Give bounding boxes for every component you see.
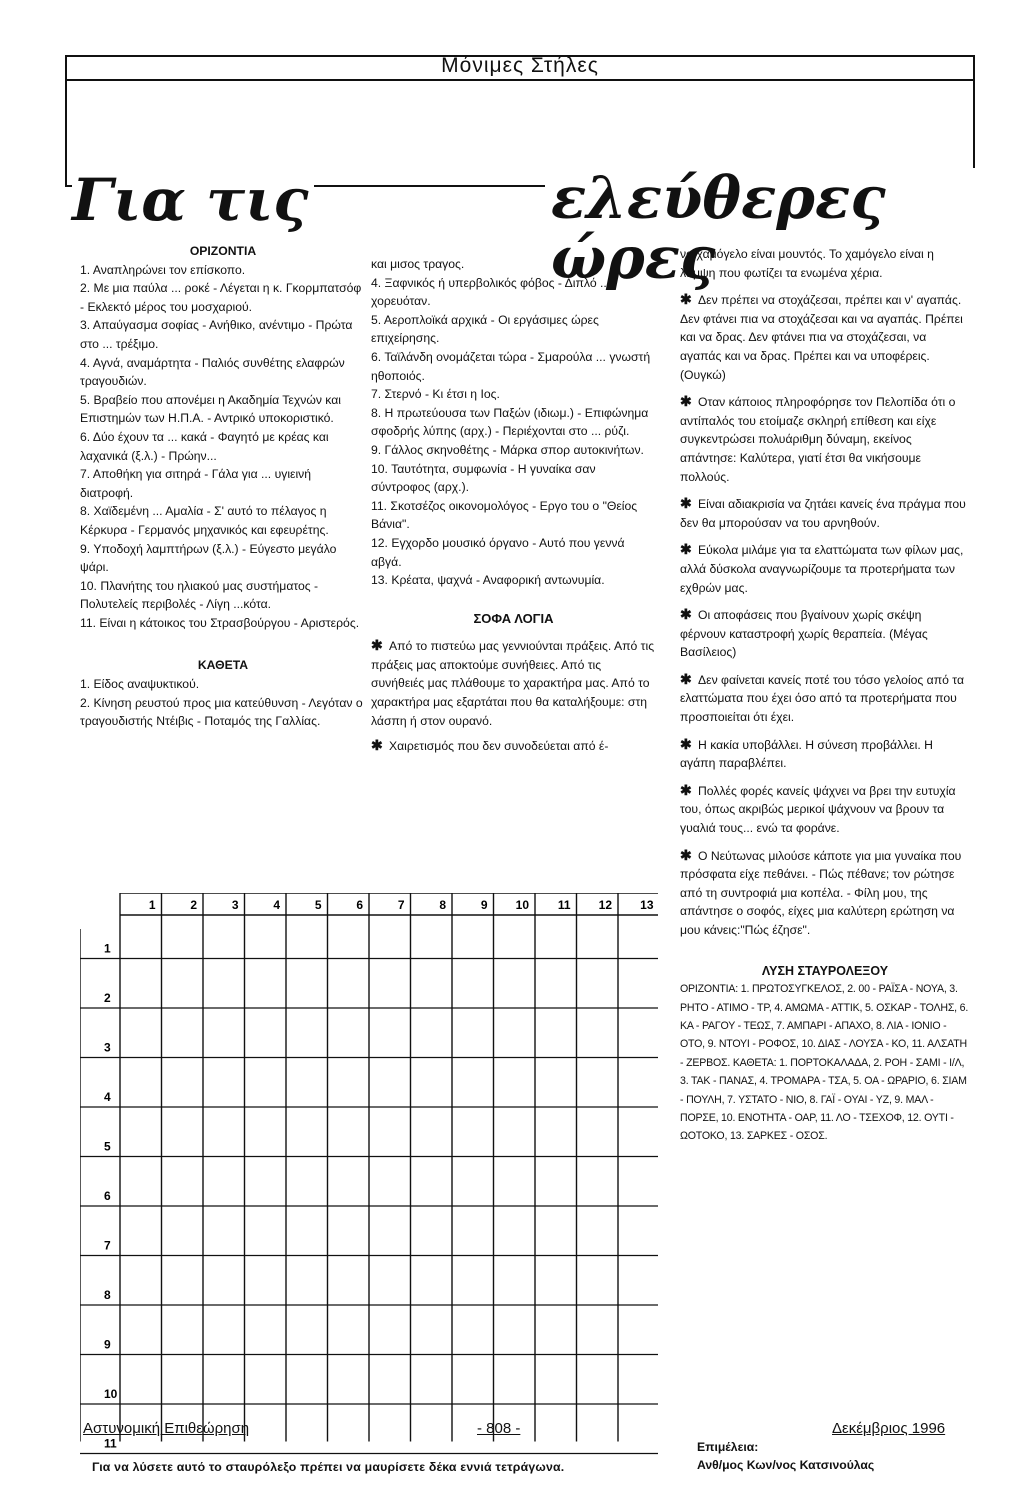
clue-down: 5. Αεροπλοϊκά αρχικά - Οι εργάσιμες ώρες επιχείρησης.: [371, 312, 599, 346]
asterisk-icon: ✱: [680, 670, 692, 687]
grid-column-number: 6: [356, 898, 363, 912]
grid-column-number: 5: [314, 898, 322, 912]
clue-down: 2. Κίνηση ρευστού προς μια κατεύθυνση - Λεγόταν ο τραγουδιστής Ντέιβις - Ποταμός της Γαλλίας.: [80, 695, 363, 729]
grid-column-number: 11: [557, 898, 571, 912]
grid-row-number: 7: [104, 1238, 111, 1253]
clue-across: 10. Πλανήτης του ηλιακού μας συστήματος - Πολυτελείς περιβολές - Λίγη ...κότα.: [80, 578, 319, 612]
grid-column-number: 9: [480, 898, 488, 912]
footer-magazine: Αστυνομική Επιθεώρηση: [83, 1420, 250, 1437]
grid-column-number: 12: [598, 898, 612, 912]
sayings-heading: ΣΟΦΑ ΛΟΓΙΑ: [473, 610, 554, 626]
clue-across: 11. Είναι η κάτοικος του Στρασβούργου - Αριστερός.: [80, 615, 360, 630]
clue-down: 1. Είδος αναψυκτικού.: [80, 677, 200, 692]
grid-row-number: 8: [104, 1288, 111, 1302]
crossword-hint: Για να λύσετε αυτό το σταυρόλεξο πρέπει να μαυρίσετε δέκα εννιά τετράγωνα.: [92, 1460, 565, 1474]
saying: ✱ Ο Νεύτωνας μιλούσε κάποτε για μια γυναίκα που πρόσφατα είχε πεθάνει. - Πώς πέθανε; τον ρώτησε από τη συντροφιά μια κοπέλα. - Φίλη μου, της απάντησε ο σοφός, είχες μια καλύτερη ερώτηση να μου κάνεις:"Πώς έζησε".: [680, 846, 962, 937]
clue-across: 8. Χαϊδεμένη ... Αμαλία - Σ' αυτό το πέλαγος η Κέρκυρα - Γερμανός μηχανικός και εφευρέτης.: [80, 504, 329, 537]
grid-column-number: 8: [439, 898, 446, 912]
title-left: Για τις: [72, 170, 314, 230]
clue-down: 8. Η πρωτεύουσα των Παξών (ιδιωμ.) - Επιφώνημα σφοδρής λύπης (αρχ.) - Περιέχονται στο ... ρύζι.: [371, 405, 649, 439]
grid-row-number: 10: [104, 1387, 118, 1401]
sayings-list: [680, 290, 970, 939]
clues-column-1: [80, 242, 366, 731]
saying: ✱ Εύκολα μιλάμε για τα ελαττώματα των φίλων μας, αλλά δύσκολα αναγνωρίζουμε τα προτερήματα των εχθρών μας.: [680, 541, 964, 595]
asterisk-icon: ✱: [680, 495, 692, 512]
clue-down: 11. Σκοτσέζος οικονομολόγος - Εργο του ο "Θείος Βάνια".: [371, 498, 638, 532]
clue-down: και μισος τραγος.: [371, 257, 465, 271]
grid-row-number: 11: [104, 1436, 117, 1451]
saying: ✱ Οταν κάποιος πληροφόρησε τον Πελοπίδα ότι ο αντίπαλός του ετοίμαζε σκληρή επίθεση και είχε συγκεντρώσει πολυάριθμη δύναμη, εκείνος απάντησε: Καλύτερα, γιατί έτσι θα νικήσουμε πολλούς.: [680, 393, 956, 484]
grid-column-number: 7: [397, 898, 405, 912]
clue-across: 3. Απαύγασμα σοφίας - Ανήθικο, ανέντιμο - Πρώτα στο ... τρέξιμο.: [80, 318, 353, 351]
grid-column-number: 1: [148, 898, 156, 912]
clue-across: 5. Βραβείο που απονέμει η Ακαδημία Τεχνών και Επιστημών των Η.Π.Α. - Αντρικό υποκοριστικό.: [80, 392, 342, 426]
asterisk-icon: ✱: [680, 846, 692, 863]
clue-down: 13. Κρέατα, ψαχνά - Αναφορική αντωνυμία.: [371, 573, 605, 588]
clue-down: 6. Ταϊλάνδη ονομάζεται τώρα - Σμαρούλα ... γνωστή ηθοποιός.: [371, 349, 651, 383]
saying: ✱ Πολλές φορές κανείς ψάχνει να βρει την ευτυχία του, όπως ακριβώς μερικοί ψάχνουν να βρουν τα γυαλιά τους... ενώ τα φοράνε.: [680, 781, 956, 836]
asterisk-icon: ✱: [371, 637, 383, 654]
clue-down: 12. Εγχορδο μουσικό όργανο - Αυτό που γεννά αβγά.: [371, 535, 625, 569]
clue-across: 2. Με μια παύλα ... ροκέ - Λέγεται η κ. Γκορμπατσόφ - Εκλεκτό μέρος του μοσχαριού.: [80, 281, 362, 314]
clue-across: 6. Δύο έχουν τα ... κακά - Φαγητό με κρέας και λαχανικά (ξ.λ.) - Πρώην...: [80, 429, 329, 463]
crossword-grid: [80, 893, 658, 1488]
grid-row-number: 5: [104, 1139, 111, 1154]
clues-column-2: [371, 255, 656, 756]
solution-text: ΟΡΙΖΟΝΤΙΑ: 1. ΠΡΩΤΟΣΥΓΚΕΛΟΣ, 2. 00 - ΡΑΪΣΑ - ΝΟΥΑ, 3. ΡΗΤΟ - ΑΤΙΜΟ - ΤΡ, 4. ΑΜΩΜΑ - ΑΤΤΙΚ, 5. ΟΣΚΑΡ - ΤΟΛΗΣ, 6. ΚΑ - ΡΑΓΟΥ - ΤΕΩΣ, 7. ΑΜΠΑΡΙ - ΑΠΑΧΟ, 8. ΛΙΑ - ΙΟΝΙΟ - ΟΤΟ, 9. ΝΤΟΥΙ - ΡΟΦΟΣ, 10. ΔΙΑΣ - ΛΟΥΣΑ - ΚΟ, 11. ΑΛΣΑΤΗ - ΖΕΡΒΟΣ. ΚΑΘΕΤΑ: 1. ΠΟΡΤΟΚΑΛΑΔΑ, 2. ΡΟΗ - ΣΑΜΙ - Ι/Λ, 3. ΤΑΚ - ΠΑΝΑΣ, 4. ΤΡΟΜΑΡΑ - ΤΣΑ, 5. ΟΑ - ΩΡΑΡΙΟ, 6. ΣΙΑΜ - ΠΟΥΛΗ, 7. ΥΣΤΑΤΟ - ΝΙΟ, 8. ΓΑΪ - ΟΥΑΙ - ΥΖ, 9. ΜΑΛ - ΠΟΡΣΕ, 10. ΕΝΟΤΗΤΑ - ΟΑΡ, 11. ΛΟ - ΤΣΕΧΟΦ, 12. ΟΥΤΙ - ΩΟΤΟΚΟ, 13. ΣΑΡΚΕΣ - ΟΣΟΣ.: [680, 983, 969, 1143]
saying: ✱ Χαιρετισμός που δεν συνοδεύεται από έ-: [371, 737, 609, 754]
grid-row-number: 1: [104, 941, 111, 956]
asterisk-icon: ✱: [680, 781, 692, 798]
credit-label: Επιμέλεια:: [697, 1440, 759, 1454]
clue-across: 1. Αναπληρώνει τον επίσκοπο.: [80, 262, 246, 277]
grid-column-number: 4: [273, 898, 280, 912]
saying: ✱ Από το πιστεύω μας γεννιούνται πράξεις. Από τις πράξεις μας αποκτούμε συνήθειες. Από τις συνήθειές μας πλάθουμε το χαρακτήρα μας. Από το χαρακτήρα μας εξαρτάται που θα καταλήξουμε: στη λάσπη ή στον ουρανό.: [371, 637, 655, 728]
asterisk-icon: ✱: [680, 606, 692, 623]
section-label: Μόνιμες Στήλες: [441, 54, 599, 77]
down-clues-part1: [80, 675, 366, 731]
grid-row-number: 2: [104, 991, 111, 1005]
grid-row-number: 6: [104, 1189, 111, 1203]
clue-down: 4. Ξαφνικός ή υπερβολικός φόβος - Διπλό ... χορευόταν.: [371, 275, 611, 309]
grid-column-number: 13: [640, 898, 654, 912]
sayings-column-2: [371, 636, 656, 756]
grid-column-number: 3: [231, 898, 239, 912]
asterisk-icon: ✱: [680, 541, 692, 558]
asterisk-icon: ✱: [680, 393, 692, 410]
down-clues-part2: [371, 255, 656, 590]
grid-column-number: 2: [190, 898, 197, 912]
asterisk-icon: ✱: [680, 735, 692, 752]
saying: ✱ Η κακία υποβάλλει. Η σύνεση προβάλλει. Η αγάπη παραβλέπει.: [680, 735, 933, 771]
grid-column-number: 10: [515, 898, 529, 912]
clue-down: 9. Γάλλος σκηνοθέτης - Μάρκα σπορ αυτοκινήτων.: [371, 442, 644, 457]
footer-date: Δεκέμβριος 1996: [832, 1420, 946, 1437]
saying: ✱ Είναι αδιακρισία να ζητάει κανείς ένα πράγμα που δεν θα μπορούσαν να του αρνηθούν.: [680, 495, 966, 530]
clue-across: 9. Υποδοχή λαμπτήρων (ξ.λ.) - Εύγεστο μεγάλο ψάρι.: [80, 541, 337, 575]
saying: ✱ Οι αποφάσεις που βγαίνουν χωρίς σκέψη φέρνουν καταστροφή χωρίς θεραπεία. (Μέγας Βασίλειος): [680, 606, 928, 660]
across-heading: ΟΡΙΖΟΝΤΙΑ: [189, 244, 257, 258]
clue-down: 10. Ταυτότητα, συμφωνία - Η γυναίκα σαν σύντροφος (αρχ.).: [371, 461, 596, 495]
across-clues: [80, 261, 366, 633]
grid-row-number: 4: [104, 1090, 111, 1104]
down-heading: ΚΑΘΕΤΑ: [197, 658, 249, 673]
asterisk-icon: ✱: [371, 737, 383, 754]
header-rule: [67, 79, 973, 81]
asterisk-icon: ✱: [680, 291, 692, 308]
clue-across: 4. Αγνά, αναμάρτητα - Παλιός συνθέτης ελαφρών τραγουδιών.: [80, 355, 345, 389]
clue-down: 7. Στερνό - Κι έτσι η Ιος.: [371, 387, 500, 402]
sayings-column-3: [680, 245, 970, 1146]
grid-row-number: 9: [104, 1337, 111, 1352]
crossword-grid-svg: [80, 893, 658, 1488]
solution-heading: ΛΥΣΗ ΣΤΑΥΡΟΛΕΞΟΥ: [761, 963, 889, 978]
clue-across: 7. Αποθήκη για σιτηρά - Γάλα για ... υγιεινή διατροφή.: [80, 467, 312, 500]
saying: ✱ Δεν πρέπει να στοχάζεσαι, πρέπει και ν' αγαπάς. Δεν φτάνει πια να στοχάζεσαι και να αγαπάς. Πρέπει και να δρας. Δεν φτάνει πια να στοχάζεσαι, να αγαπάς και να δρας. Πρέπει και να υποφέρεις. (Ουγκώ): [680, 291, 963, 382]
footer-page: - 808 -: [477, 1420, 521, 1437]
saying: ✱ Δεν φαίνεται κανείς ποτέ του τόσο γελοίος από τα ελαττώματα που έχει όσο από τα προτερήματα που προσποιείται ότι έχει.: [680, 670, 964, 725]
grid-row-number: 3: [104, 1040, 111, 1055]
title-right: ελεύθερες ώρες: [545, 168, 1024, 288]
credit-name: Ανθ/μος Κων/νος Κατσινούλας: [697, 1458, 875, 1472]
saying-continuation: να χαμόγελο είναι μουντός. Το χαμόγελο είναι η λάμψη που φωτίζει τα ενωμένα χέρια.: [680, 247, 934, 280]
credit: [697, 1438, 874, 1474]
